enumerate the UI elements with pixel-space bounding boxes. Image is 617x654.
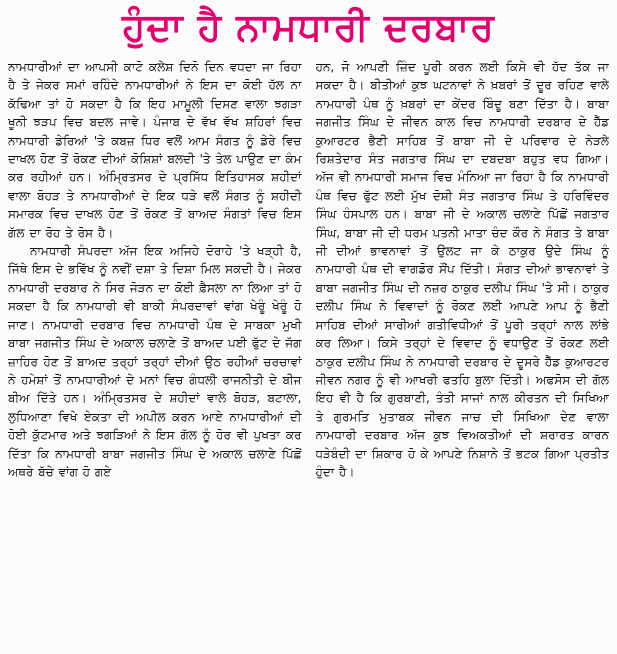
headline: ਹੁੰਦਾ ਹੈ ਨਾਮਧਾਰੀ ਦਰਬਾਰ bbox=[122, 4, 495, 49]
column-left bbox=[8, 58, 302, 648]
paragraph: ਨਾਮਧਾਰੀਆਂ ਦਾ ਆਪਸੀ ਕਾਟੋ ਕਲੇਸ਼ ਦਿਨੋ ਦਿਨ ਵਧਦਾ ਜਾ ਰਿਹਾ ਹੈ ਤੇ ਜੇਕਰ ਸਮਾਂ ਰਹਿੰਦੇ ਨਾਮਧਾਰੀਆਂ ਨੇ ਇਸ ਦਾ ਕੋਈ ਹੱਲ ਨਾ ਕੱਢਿਆ ਤਾਂ ਹੋ ਸਕਦਾ ਹੈ ਕਿ ਇਹ ਮਾਮੂਲੀ ਦਿਸਣ ਵਾਲਾ ਝਗੜਾ ਖੂਨੀ ਝੜਪ ਵਿਚ ਬਦਲ ਜਾਵੇ। ਪੰਜਾਬ ਦੇ ਵੱਖ ਵੱਖ ਸ਼ਹਿਰਾਂ ਵਿਚ ਨਾਮਧਾਰੀ ਡੇਰਿਆਂ 'ਤੇ ਕਬਜ਼ ਧਿਰ ਵਲੋਂ ਆਮ ਸੰਗਤ ਨੂੰ ਡੇਰੇ ਵਿਚ ਦਾਖਲ ਹੋਣ ਤੋਂ ਰੋਕਣ ਦੀਆਂ ਕੋਸ਼ਿਸ਼ਾਂ ਬਲਦੀ 'ਤੇ ਤੇਲ ਪਾਉਣ ਦਾ ਕੰਮ ਕਰ ਰਹੀਆਂ ਹਨ। ਅੰਮ੍ਰਿਤਸਰ ਦੇ ਪ੍ਰਸਿੱਧ ਇਤਿਹਾਸਕ ਸ਼ਹੀਦਾਂ ਵਾਲਾ ਬੋਹੜ ਤੇ ਨਾਮਧਾਰੀਆਂ ਦੇ ਇਕ ਧੜੇ ਵਲੋਂ ਸੰਗਤ ਨੂੰ ਸ਼ਹੀਦੀ ਸਮਾਰਕ ਵਿਚ ਦਾਖਲ ਹੋਣ ਤੋਂ ਰੋਕਣ ਤੋਂ ਬਾਅਦ ਸੰਗਤਾਂ ਵਿਚ ਇਸ ਗੱਲ ਦਾ ਰੋਹ ਤੇ ਰੋਸ ਹੈ। bbox=[8, 60, 302, 240]
paragraph: ਨਾਮਧਾਰੀ ਸੰਪਰਦਾ ਅੱਜ ਇਕ ਅਜਿਹੇ ਦੋਰਾਹੇ 'ਤੇ ਖੜ੍ਹੀ ਹੈ, ਜਿੱਥੇ ਇਸ ਦੇ ਭਵਿੱਖ ਨੂੰ ਨਵੀਂ ਦਸ਼ਾ ਤੇ ਦਿਸ਼ਾ ਮਿਲ ਸਕਦੀ ਹੈ। ਜੇਕਰ ਨਾਮਧਾਰੀ ਦਰਬਾਰ ਨੇ ਸਿਰ ਜੋੜਨ ਦਾ ਕੋਈ ਫ਼ੈਸਲਾ ਨਾ ਲਿਆ ਤਾਂ ਹੋ ਸਕਦਾ ਹੈ ਕਿ ਨਾਮਧਾਰੀ ਵੀ ਬਾਕੀ ਸੰਪਰਦਾਵਾਂ ਵਾਂਗ ਖੇਰੂੰ ਖੇਰੂੰ ਹੋ ਜਾਣ। ਨਾਮਧਾਰੀ ਦਰਬਾਰ ਵਿਚ ਨਾਮਧਾਰੀ ਪੰਥ ਦੇ ਸਾਬਕਾ ਮੁਖੀ ਬਾਬਾ ਜਗਜੀਤ ਸਿੰਘ ਦੇ ਅਕਾਲ ਚਲਾਣੇ ਤੋਂ ਬਾਅਦ ਪਈ ਫੁੱਟ ਦੇ ਜੱਗ ਜ਼ਾਹਿਰ ਹੋਣ ਤੋਂ ਬਾਅਦ ਤਰ੍ਹਾਂ ਤਰ੍ਹਾਂ ਦੀਆਂ ਉਠ ਰਹੀਆਂ ਚਰਚਾਵਾਂ ਨੇ ਹਮੇਸ਼ਾਂ ਤੋਂ ਨਾਮਧਾਰੀਆਂ ਦੇ ਮਨਾਂ ਵਿਚ ਗੰਧਲੀ ਰਾਜਨੀਤੀ ਦੇ ਬੀਜ ਬੀਅ ਦਿੱਤੇ ਹਨ। ਅੰਮ੍ਰਿਤਸਰ ਦੇ ਸ਼ਹੀਦਾਂ ਵਾਲੇ ਬੋਹੜ, ਬਟਾਲਾ, ਲੁਧਿਆਣਾ ਵਿਖੇ ਏਕਤਾ ਦੀ ਅਪੀਲ ਕਰਨ ਆਏ ਨਾਮਧਾਰੀਆਂ ਦੀ ਹੋਈ ਕੁੱਟਮਾਰ ਅਤੇ ਝਗੜਿਆਂ ਨੇ ਇਸ ਗੱਲ ਨੂੰ ਹੋਰ ਵੀ ਪੁਖਤਾ ਕਰ ਦਿੱਤਾ ਕਿ ਨਾਮਧਾਰੀ ਬਾਬਾ ਜਗਜੀਤ ਸਿੰਘ ਦੇ ਅਕਾਲ ਚਲਾਣੇ ਪਿੱਛੋਂ ਅਥਰੇ ਬੱਚੇ ਵਾਂਗ ਹੋ ਗਏ bbox=[8, 244, 302, 479]
paragraph: ਹਨ, ਜੋ ਆਪਣੀ ਜ਼ਿੰਦ ਪੂਰੀ ਕਰਨ ਲਈ ਕਿਸੇ ਵੀ ਹੱਦ ਤੱਕ ਜਾ ਸਕਦਾ ਹੈ। ਬੀਤੀਆਂ ਕੁਝ ਘਟਨਾਵਾਂ ਨੇ ਖ਼ਬਰਾਂ ਤੋਂ ਦੂਰ ਰਹਿਣ ਵਾਲੇ ਨਾਮਧਾਰੀ ਪੰਥ ਨੂੰ ਖ਼ਬਰਾਂ ਦਾ ਕੇਂਦਰ ਬਿੰਦੂ ਬਣਾ ਦਿੱਤਾ ਹੈ। ਬਾਬਾ ਜਗਜੀਤ ਸਿੰਘ ਦੇ ਜੀਵਨ ਕਾਲ ਵਿਚ ਨਾਮਧਾਰੀ ਦਰਬਾਰ ਦੇ ਹੈੱਡ ਕੁਆਰਟਰ ਭੈਣੀ ਸਾਹਿਬ ਤੋਂ ਬਾਬਾ ਜੀ ਦੇ ਪਰਿਵਾਰ ਦੇ ਨੇੜਲੇ ਰਿਸ਼ਤੇਦਾਰ ਸੰਤ ਜਗਤਾਰ ਸਿੰਘ ਦਾ ਦਬਦਬਾ ਬਹੁਤ ਵਧ ਗਿਆ। ਅੱਜ ਵੀ ਨਾਮਧਾਰੀ ਸਮਾਜ ਵਿਚ ਮੰਨਿਆ ਜਾ ਰਿਹਾ ਹੈ ਕਿ ਨਾਮਧਾਰੀ ਪੰਥ ਵਿਚ ਫੁੱਟ ਲਈ ਮੁੱਖ ਦੋਸ਼ੀ ਸੰਤ ਜਗਤਾਰ ਸਿੰਘ ਤੇ ਹਰਿਵਿੰਦਰ ਸਿੰਘ ਹੰਸਪਾਲ ਹਨ। ਬਾਬਾ ਜੀ ਦੇ ਅਕਾਲ ਚਲਾਣੇ ਪਿੱਛੋਂ ਜਗਤਾਰ ਸਿੰਘ, ਬਾਬਾ ਜੀ ਦੀ ਧਰਮ ਪਤਨੀ ਮਾਤਾ ਚੰਦ ਕੌਰ ਨੇ ਸੰਗਤ ਤੇ ਬਾਬਾ ਜੀ ਦੀਆਂ ਭਾਵਨਾਵਾਂ ਤੋਂ ਉਲਟ ਜਾ ਕੇ ਠਾਕੁਰ ਉਦੇ ਸਿੰਘ ਨੂੰ ਨਾਮਧਾਰੀ ਪੰਥ ਦੀ ਵਾਗਡੋਰ ਸੌਂਪ ਦਿੱਤੀ। ਸੰਗਤ ਦੀਆਂ ਭਾਵਨਾਵਾਂ ਤੇ ਬਾਬਾ ਜਗਜੀਤ ਸਿੰਘ ਦੀ ਨਜ਼ਰ ਠਾਕੁਰ ਦਲੀਪ ਸਿੰਘ 'ਤੇ ਸੀ। ਠਾਕੁਰ ਦਲੀਪ ਸਿੰਘ ਨੇ ਵਿਵਾਦਾਂ ਨੂੰ ਰੋਕਣ ਲਈ ਆਪਣੇ ਆਪ ਨੂੰ ਭੈਣੀ ਸਾਹਿਬ ਦੀਆਂ ਸਾਰੀਆਂ ਗਤੀਵਿਧੀਆਂ ਤੋਂ ਪੂਰੀ ਤਰ੍ਹਾਂ ਨਾਲ ਲਾਂਭੇ ਕਰ ਲਿਆ। ਕਿਸੇ ਤਰ੍ਹਾਂ ਦੇ ਵਿਵਾਦ ਨੂੰ ਵਧਾਉਣ ਤੋਂ ਰੋਕਣ ਲਈ ਠਾਕੁਰ ਦਲੀਪ ਸਿੰਘ ਨੇ ਨਾਮਧਾਰੀ ਦਰਬਾਰ ਦੇ ਦੂਸਰੇ ਹੈੱਡ ਕੁਆਰਟਰ ਜੀਵਨ ਨਗਰ ਨੂੰ ਵੀ ਆਖਰੀ ਫਤਹਿ ਬੁਲਾ ਦਿੱਤੀ। ਅਫਸੋਸ ਦੀ ਗੱਲ ਇਹ ਵੀ ਹੈ ਕਿ ਗੁਰਬਾਣੀ, ਤੰਤੀ ਸਾਜਾਂ ਨਾਲ ਕੀਰਤਨ ਦੀ ਸਿਖਿਆ ਤੇ ਗੁਰਮਤਿ ਮੁਤਾਬਕ ਜੀਵਨ ਜਾਚ ਦੀ ਸਿਖਿਆ ਦੇਣ ਵਾਲਾ ਨਾਮਧਾਰੀ ਦਰਬਾਰ ਅੱਜ ਕੁਝ ਵਿਅਕਤੀਆਂ ਦੀ ਸ਼ਰਾਰਤ ਕਾਰਨ ਧੜੇਬੰਦੀ ਦਾ ਸ਼ਿਕਾਰ ਹੋ ਕੇ ਆਪਣੇ ਨਿਸ਼ਾਨੇ ਤੋਂ ਭਟਕ ਗਿਆ ਪ੍ਰਤੀਤ ਹੁੰਦਾ ਹੈ। bbox=[315, 60, 609, 479]
column-right bbox=[316, 58, 610, 648]
article-body bbox=[8, 58, 609, 648]
